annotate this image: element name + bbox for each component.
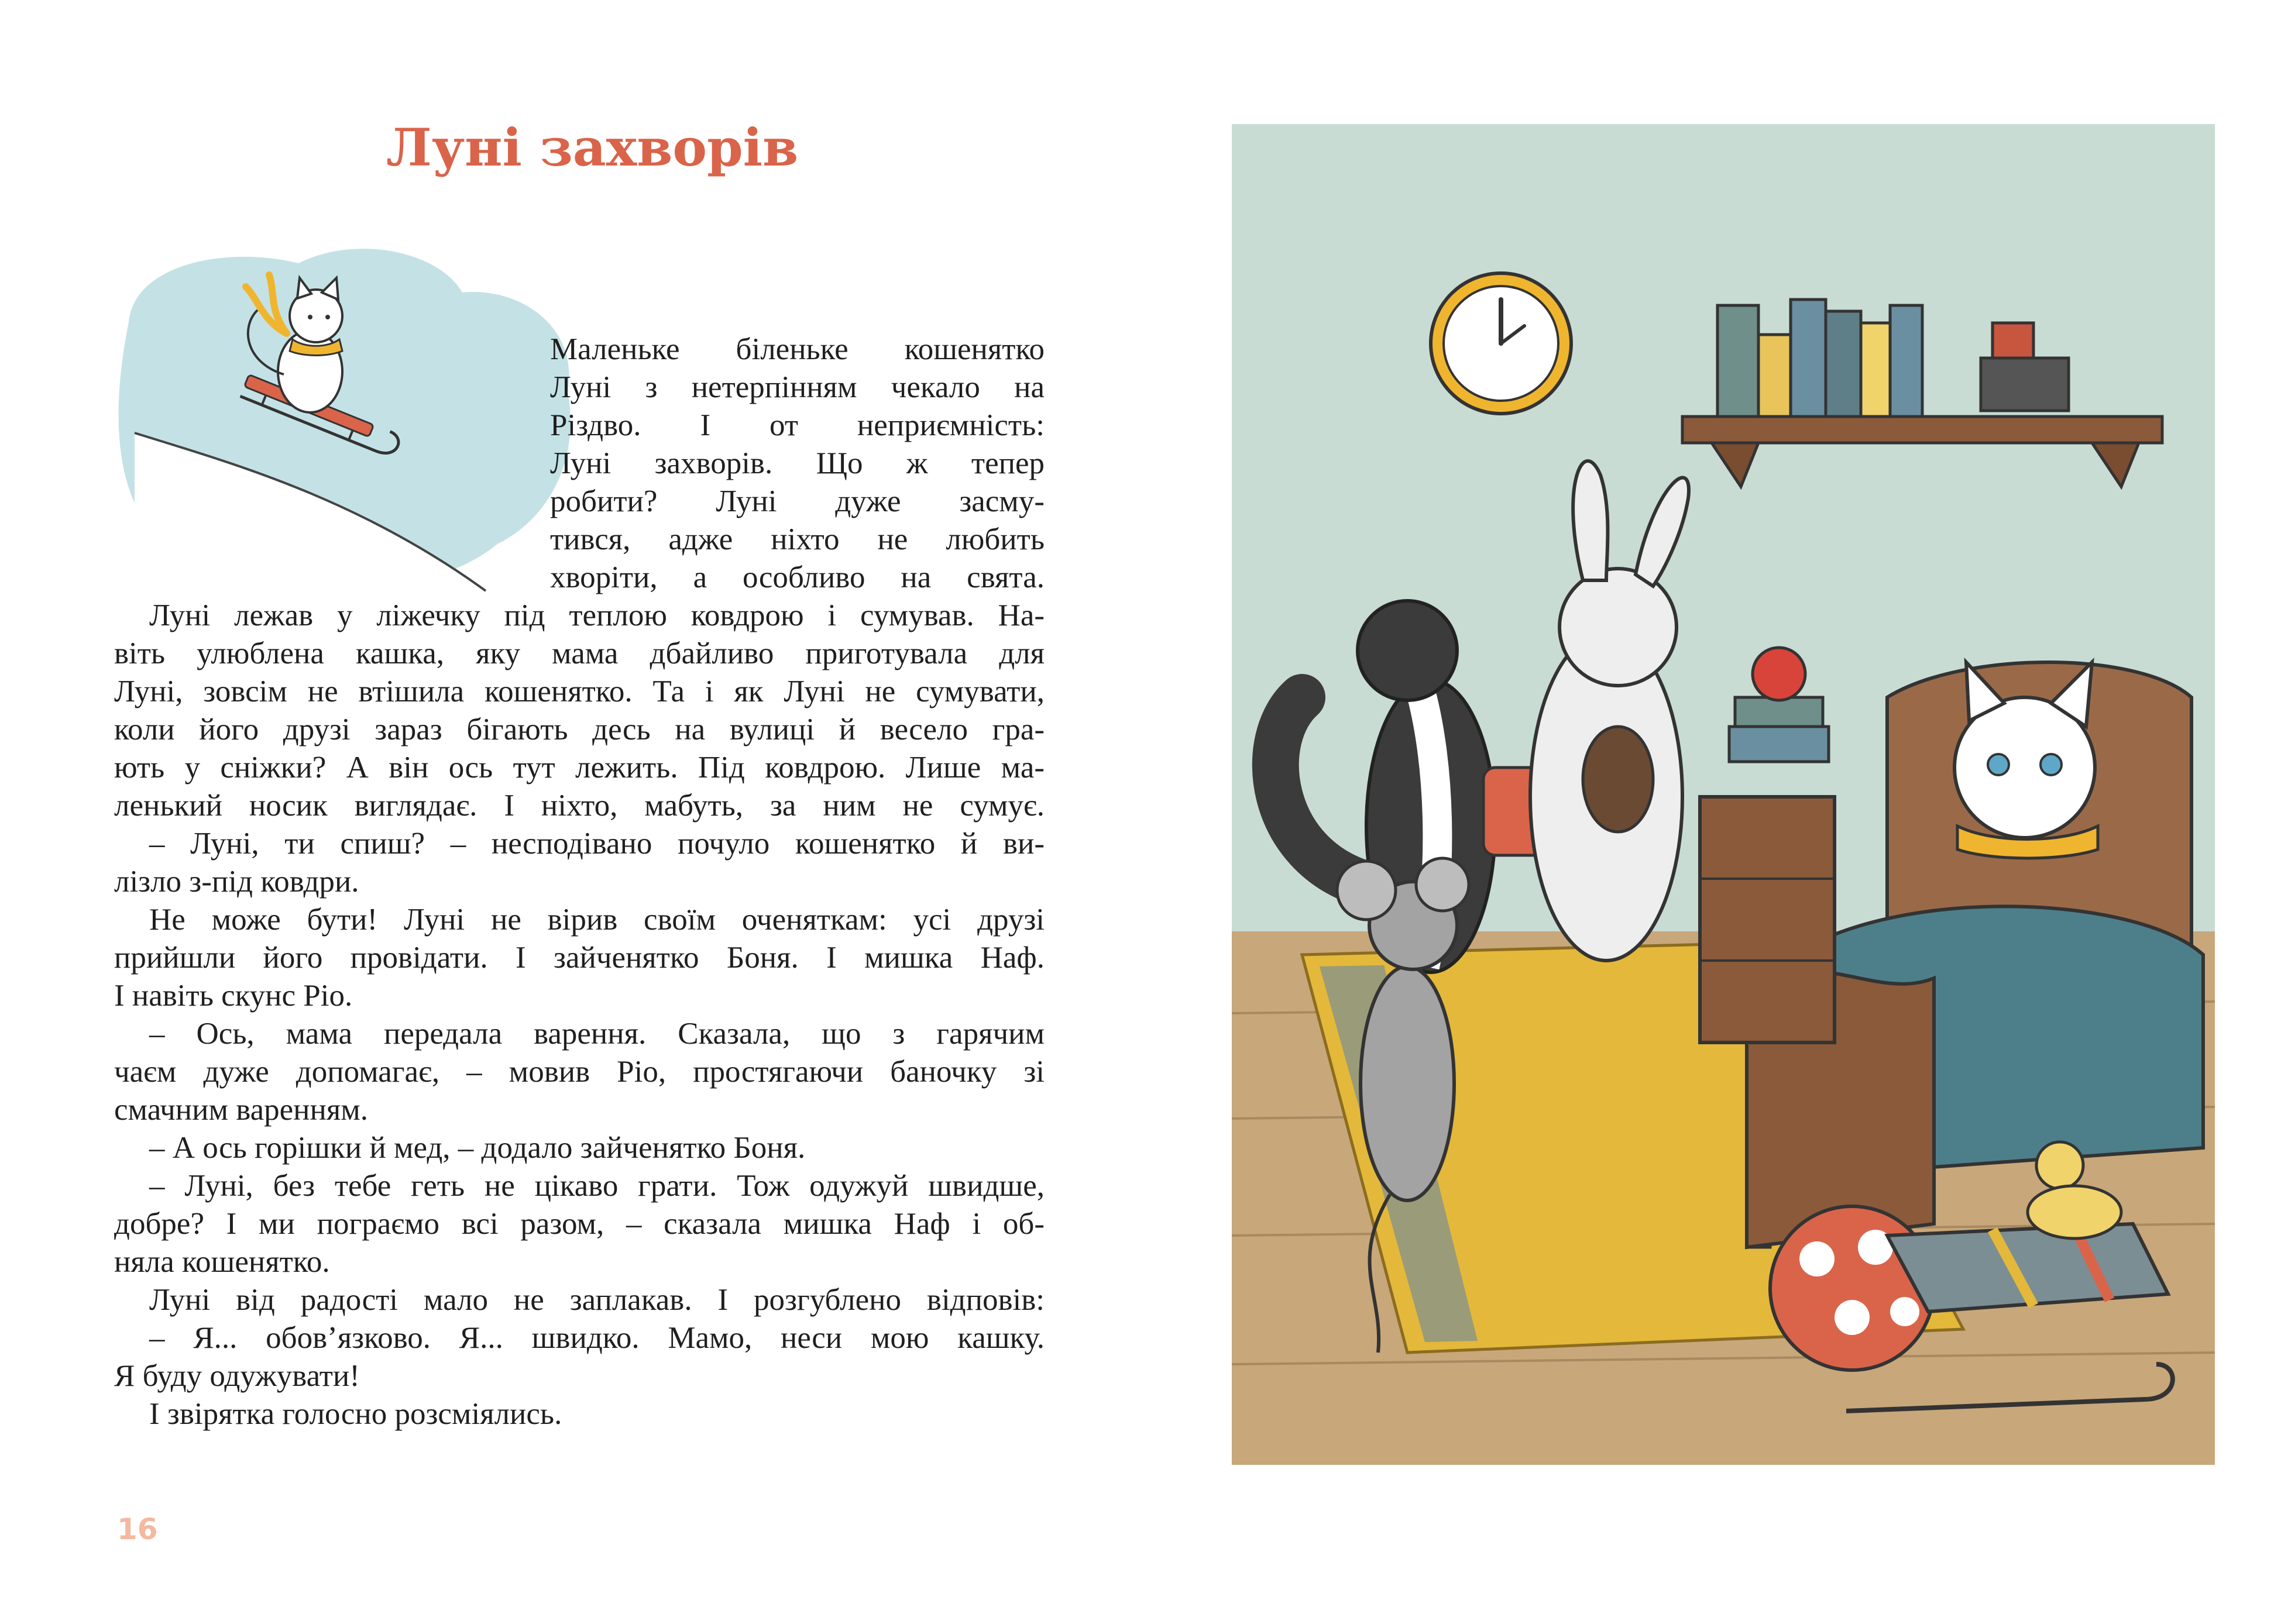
text-line: Луні лежав у ліжечку під теплою ковдрою і сумував. На- <box>149 598 1045 632</box>
text-line: – Я... обов’язково. Я... швидко. Мамо, неси мою кашку. <box>149 1321 1045 1355</box>
text-line: І звірятка голосно розсміялись. <box>149 1397 562 1431</box>
text-line: прийшли його провідати. І зайченятко Боня. І мишка Наф. <box>114 941 1045 975</box>
text-line: смачним варенням. <box>114 1093 369 1127</box>
text-line: Різдво. І от неприємність: <box>550 408 1045 442</box>
text-line: няла кошенятко. <box>114 1245 330 1279</box>
text-line: – А ось горішки й мед, – додало зайченятко Боня. <box>149 1131 806 1165</box>
text-line: Луні з нетерпінням чекало на <box>550 370 1045 404</box>
text-line: Маленьке біленьке кошенятко <box>550 332 1045 366</box>
text-line: І навіть скунс Ріо. <box>114 979 353 1013</box>
text-line: чаєм дуже допомагає, – мовив Ріо, простягаючи баночку зі <box>114 1055 1045 1089</box>
text-line: Луні захворів. Що ж тепер <box>550 446 1045 480</box>
text-line: коли його друзі зараз бігають десь на вулиці й весело гра- <box>114 713 1045 746</box>
text-line: – Луні, ти спиш? – несподівано почуло кошенятко й ви- <box>149 827 1045 861</box>
left-page <box>0 0 1140 1624</box>
kitten-on-sled-icon <box>111 240 591 597</box>
text-line: тився, адже ніхто не любить <box>550 522 1045 556</box>
text-line: – Луні, без тебе геть не цікаво грати. Тож одужуй швидше, <box>149 1169 1045 1203</box>
text-line: Не може бути! Луні не вірив своїм оченяткам: усі друзі <box>149 903 1045 937</box>
page-title: Луні захворів <box>386 117 799 178</box>
text-line: Луні від радості мало не заплакав. І розгублено відповів: <box>149 1283 1045 1317</box>
text-line: Я буду одужувати! <box>114 1359 360 1393</box>
text-line: добре? І ми пограємо всі разом, – сказала мишка Наф і об- <box>114 1207 1045 1241</box>
text-line: хворіти, а особливо на свята. <box>550 560 1045 594</box>
text-line: робити? Луні дуже засму- <box>550 484 1045 518</box>
page-number: 16 <box>117 1512 158 1546</box>
text-line: лізло з-під ковдри. <box>114 865 359 899</box>
sick-kitten-room-icon <box>1232 124 2215 1465</box>
text-line: – Ось, мама передала варення. Сказала, що з гарячим <box>149 1017 1045 1051</box>
text-line: Луні, зовсім не втішила кошенятко. Та і як Луні не сумувати, <box>114 675 1045 708</box>
text-line: ленький носик виглядає. І ніхто, мабуть, за ним не сумує. <box>114 789 1045 823</box>
text-line: віть улюблена кашка, яку мама дбайливо приготувала для <box>114 636 1045 670</box>
text-line: ють у сніжки? А він ось тут лежить. Під ковдрою. Лише ма- <box>114 751 1045 785</box>
